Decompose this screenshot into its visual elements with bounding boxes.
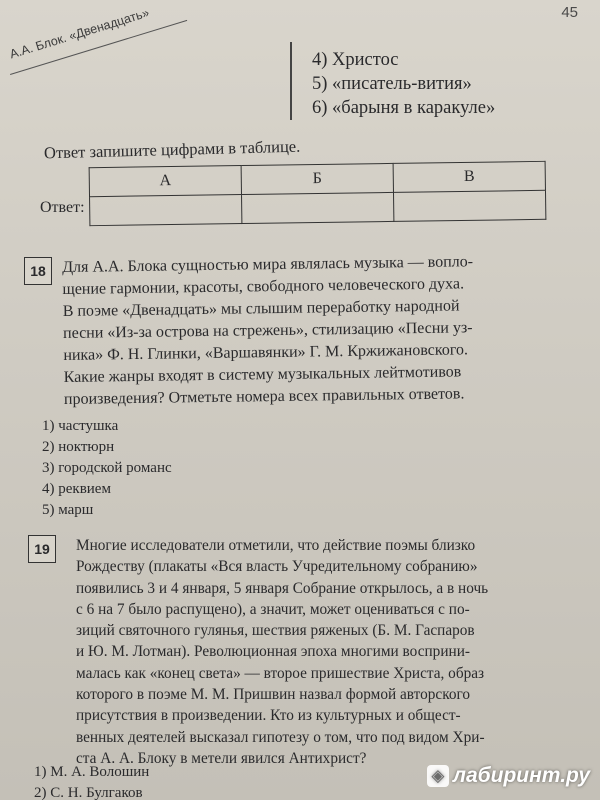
question-number-18: 18 (24, 257, 52, 285)
option-item: 5) «писатель-вития» (312, 74, 472, 94)
question-line: венных деятелей высказал гипотезу о том, что под видом Хри- (76, 728, 485, 746)
answer-cell-c[interactable] (393, 190, 545, 221)
column-divider (290, 42, 292, 120)
question-19-options (34, 762, 149, 800)
question-line: зиций святочного гулянья, шествия ряженых (Б. М. Гаспаров (76, 622, 475, 640)
page-number: 45 (561, 4, 578, 21)
answer-option: 4) реквием (42, 481, 111, 497)
question-line: Для А.А. Блока сущностью мира являлась музыка — вопло- (62, 253, 474, 276)
answer-option: 5) марш (42, 502, 94, 518)
watermark (427, 764, 590, 788)
answer-option: 2) С. Н. Булгаков (34, 785, 143, 800)
answer-column-header: Б (241, 163, 393, 194)
question-line: Рождеству (плакаты «Вся власть Учредительному собранию» (76, 558, 478, 576)
running-head-title: А.А. Блок. «Двенадцать» (8, 5, 151, 62)
question-line: ста А. А. Блоку в метели явился Антихрист? (76, 749, 367, 767)
watermark-text: лабиринт.ру (452, 764, 590, 787)
running-head (8, 5, 183, 72)
question-line: присутствия в произведении. Кто из культурных и общест- (76, 707, 461, 725)
question-line: и Ю. М. Лотман). Революционная эпоха многими восприни- (76, 643, 470, 661)
answer-table-input-row (90, 190, 546, 225)
answer-option: 3) городской романс (42, 460, 172, 476)
answer-option: 1) частушка (42, 418, 119, 434)
answer-instruction: Ответ запишите цифрами в таблице. (43, 136, 301, 163)
answer-column-header: В (393, 161, 545, 192)
option-item: 6) «барыня в каракуле» (312, 98, 496, 118)
answer-option: 2) ноктюрн (42, 439, 115, 455)
question-line: малась как «конец света» — второе пришествие Христа, образ (76, 664, 485, 682)
question-line: появились 3 и 4 января, 5 января Собрание открылось, а в ночь (76, 579, 489, 597)
question-line: которого в поэме М. М. Пришвин назвал формой авторского (76, 686, 471, 704)
question-number-19: 19 (28, 535, 56, 563)
answer-column-header: А (89, 166, 241, 197)
previous-question-options (312, 48, 495, 120)
option-item: 4) Христос (312, 50, 399, 70)
question-line: ника» Ф. Н. Глинки, «Варшавянки» Г. М. Кржижановского. (63, 341, 469, 364)
question-line: В поэме «Двенадцать» мы слышим переработку народной (62, 297, 460, 320)
question-19-text (76, 535, 488, 769)
question-line: Какие жанры входят в систему музыкальных лейтмотивов (63, 363, 462, 386)
answer-cell-a[interactable] (90, 195, 242, 226)
question-line: Многие исследователи отметили, что действие поэмы близко (76, 537, 476, 554)
question-line: с 6 на 7 было распущено), а значит, может оцениваться с по- (76, 600, 470, 618)
question-18-text (62, 251, 475, 411)
question-line: произведения? Отметьте номера всех правильных ответов. (63, 385, 465, 408)
labirint-logo-icon: ◈ (427, 765, 449, 787)
question-18-options (42, 416, 172, 521)
question-line: щение гармонии, красоты, свободного человеческого духа. (62, 275, 465, 298)
answer-label: Ответ: (40, 199, 85, 216)
answer-cell-b[interactable] (242, 192, 394, 223)
answer-option: 1) М. А. Волошин (34, 764, 150, 780)
question-line: песни «Из-за острова на стрежень», стилизацию «Песни уз- (62, 319, 473, 342)
answer-table (89, 161, 547, 226)
